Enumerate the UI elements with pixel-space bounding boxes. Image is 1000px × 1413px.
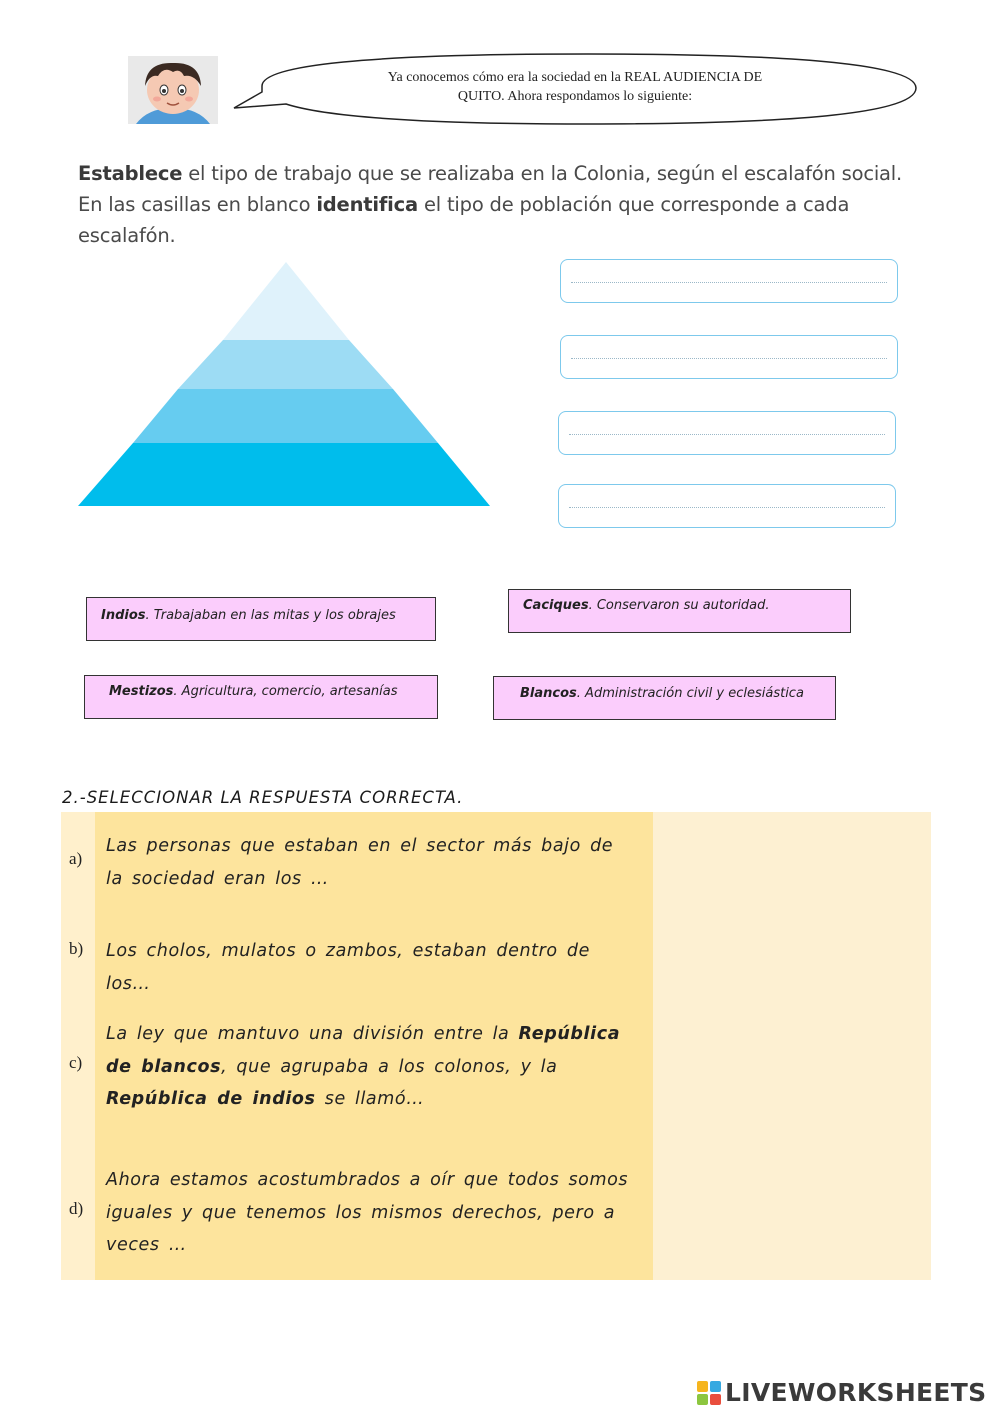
answer-select-a[interactable] [668,842,918,882]
card-group: Mestizos [109,684,174,699]
card-work: Administración civil y eclesiástica [585,686,804,701]
pyramid-level-2 [178,340,393,389]
instructions-bold-establece: Establece [78,162,183,185]
instructions-bold-identifica: identifica [316,193,418,216]
pyramid-answer-box-2[interactable] [560,335,898,379]
pyramid-answer-box-3[interactable] [558,411,896,455]
question-letter-c: c) [69,1053,83,1072]
logo-grid-icon [697,1381,721,1405]
pyramid-answer-box-1[interactable] [560,259,898,303]
card-blancos[interactable]: Blancos. Administración civil y eclesiástica [493,676,836,720]
question-c-bold-2: República de indios [106,1089,316,1109]
question-letter-d: d) [69,1199,84,1218]
question-text-a: Las personas que estaban en el sector más bajo de la sociedad eran los … [106,836,614,889]
section-2-title: 2.-SELECCIONAR LA RESPUESTA CORRECTA. [62,788,464,807]
answer-select-c[interactable] [668,1045,918,1085]
question-c-part-1: La ley que mantuvo una división entre la [106,1024,519,1044]
question-c-bold-1: República de blancos [106,1024,621,1077]
card-work: Trabajaban en las mitas y los obrajes [153,608,396,623]
card-group: Caciques [523,598,589,613]
card-indios[interactable]: Indios. Trabajaban en las mitas y los obrajes [86,597,436,641]
pyramid-answer-input-2[interactable] [567,340,891,376]
bubble-line-1: Ya conocemos cómo era la sociedad en la REAL AUDIENCIA DE [387,70,763,85]
pyramid-answer-input-3[interactable] [565,416,889,452]
answer-select-d[interactable] [668,1190,918,1230]
question-text-b: Los cholos, mulatos o zambos, estaban dentro de los… [106,941,590,994]
card-work: Conservaron su autoridad. [596,598,770,613]
pyramid-answer-input-1[interactable] [567,264,891,300]
pyramid-answer-box-4[interactable] [558,484,896,528]
answer-select-b[interactable] [668,930,918,970]
instructions-text-1: el tipo de trabajo que se realizaba en la Colonia, según el escalafón social. En las casillas en blanco [78,162,903,216]
question-letter-a: a) [69,849,83,868]
pyramid-level-1 [223,262,349,340]
card-caciques[interactable]: Caciques. Conservaron su autoridad. [508,589,851,633]
boy-avatar-icon [128,56,218,124]
instructions-text-2: el tipo de población que corresponde a cada escalafón. [78,193,850,247]
question-c-part-2: , que agrupaba a los colonos, y la [221,1056,558,1077]
bubble-line-2: QUITO. Ahora respondamos lo siguiente: [457,89,693,104]
question-text-d: Ahora estamos acostumbrados a oír que todos somos iguales y que tenemos los mismos derechos, pero a veces … [106,1170,629,1255]
question-letter-b: b) [69,939,84,958]
card-work: Agricultura, comercio, artesanías [181,684,398,699]
pyramid-level-3 [133,389,438,443]
social-pyramid [78,262,490,508]
card-group: Indios [101,608,146,623]
card-mestizos[interactable]: Mestizos. Agricultura, comercio, artesanías [84,675,438,719]
pyramid-level-4 [78,443,490,506]
question-c-part-3: se llamó… [315,1089,425,1109]
instructions-paragraph [78,158,918,251]
question-text-c [106,1018,631,1116]
bubble-text [340,68,810,106]
card-group: Blancos [520,686,577,701]
logo-text: LIVEWORKSHEETS [725,1378,987,1407]
pyramid-answer-input-4[interactable] [565,489,889,525]
liveworksheets-logo [697,1378,986,1407]
